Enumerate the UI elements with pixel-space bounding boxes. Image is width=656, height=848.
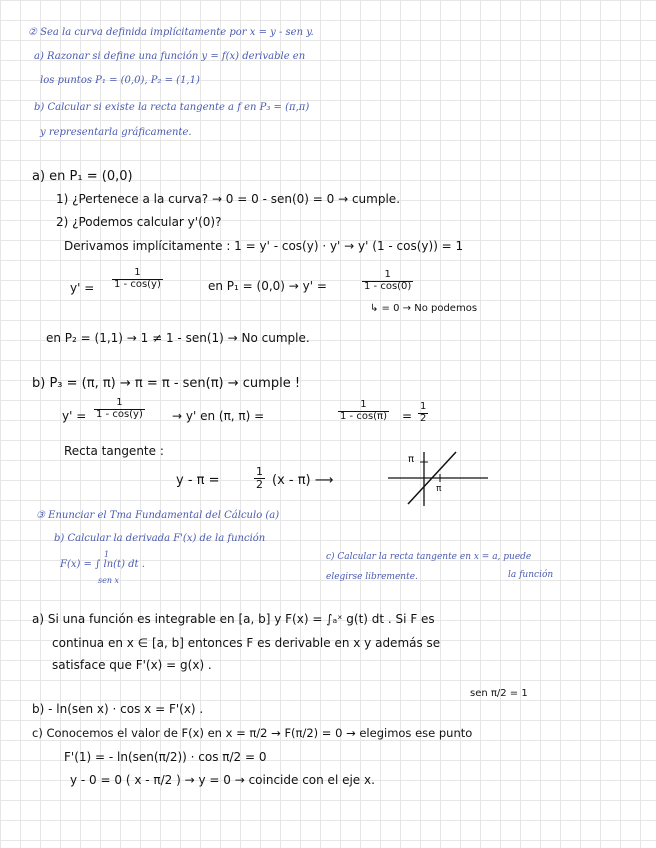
problem2-line-2: a) Razonar si define una función y = f(x) derivable en	[34, 51, 306, 62]
sol2b-tangent-rhs: (x - π) ⟶	[272, 473, 334, 488]
sol2b-yprime-lhs: y' =	[62, 409, 87, 423]
problem3-line-3: F(x) = ∫ ln(t) dt .	[60, 559, 145, 570]
fraction-denominator: 1 - cos(y)	[96, 408, 143, 420]
problem2-line-5: y representarla gráficamente.	[40, 127, 192, 138]
fraction-denominator: 1 - cos(0)	[364, 280, 412, 292]
sol2b-en-pi: → y' en (π, π) =	[172, 409, 265, 423]
sol2a-en-p1: en P₁ = (0,0) → y' =	[208, 279, 327, 293]
sol3-c-line-2: F'(1) = - ln(sen(π/2)) · cos π/2 = 0	[64, 750, 267, 764]
fraction-numerator: 1	[384, 269, 391, 280]
sol2a-yprime-lhs: y' =	[70, 281, 95, 295]
sol2a-no-podemos: ↳ = 0 → No podemos	[370, 303, 478, 314]
sol2b-fraction-result	[418, 402, 428, 424]
sol2a-p2-line: en P₂ = (1,1) → 1 ≠ 1 - sen(1) → No cumple.	[46, 331, 310, 345]
graph-x-label: π	[436, 484, 442, 494]
sol2a-derive: Derivamos implícitamente : 1 = y' - cos(y) · y' → y' (1 - cos(y)) = 1	[64, 239, 464, 253]
sol2b-tangent-slope	[254, 466, 265, 490]
sol2b-fraction-general	[94, 398, 145, 420]
sol3-a-line-3: satisface que F'(x) = g(x) .	[52, 658, 212, 672]
fraction-denominator: 1 - cos(π)	[340, 410, 387, 422]
sol3-note: sen π/2 = 1	[470, 688, 528, 699]
fraction-numerator: 1	[420, 401, 427, 412]
sol2b-tangent-lhs: y - π =	[176, 473, 220, 488]
sol3-b-line: b) - ln(sen x) · cos x = F'(x) .	[32, 702, 204, 716]
fraction-denominator: 1 - cos(y)	[114, 278, 161, 290]
fraction-numerator: 1	[360, 399, 367, 410]
problem3-part-c-1: c) Calcular la recta tangente en x = a, puede	[326, 552, 532, 562]
sol2a-q1: 1) ¿Pertenece a la curva? → 0 = 0 - sen(0) = 0 → cumple.	[56, 192, 401, 206]
sol3-a-line-2: continua en x ∈ [a, b] entonces F es derivable en x y además se	[52, 636, 441, 650]
sol2b-equals: =	[402, 409, 413, 423]
problem3-upper-limit: 1	[104, 550, 110, 559]
fraction-numerator: 1	[134, 267, 141, 278]
sol2a-q2: 2) ¿Podemos calcular y'(0)?	[56, 215, 222, 229]
fraction-denominator: 2	[256, 477, 263, 491]
tangent-line-graph	[380, 448, 490, 508]
problem3-part-c-3: la función	[508, 570, 554, 580]
sol2b-fraction-at-pi	[338, 400, 389, 422]
graph-y-label: π	[408, 454, 415, 465]
fraction-denominator: 2	[420, 412, 427, 424]
sol3-a-line-1: a) Si una función es integrable en [a, b] y F(x) = ∫ₐˣ g(t) dt . Si F es	[32, 612, 435, 626]
sol2b-recta-label: Recta tangente :	[64, 444, 164, 458]
problem3-lower-limit: sen x	[98, 576, 120, 585]
sol2a-heading: a) en P₁ = (0,0)	[32, 169, 133, 184]
problem3-line-2: b) Calcular la derivada F'(x) de la función	[54, 533, 266, 544]
problem3-part-c-2: elegirse libremente.	[326, 572, 418, 582]
sol2a-fraction-general	[112, 268, 163, 290]
fraction-numerator: 1	[116, 397, 123, 408]
sol2a-fraction-at-p1	[362, 270, 413, 292]
problem2-line-3: los puntos P₁ = (0,0), P₂ = (1,1)	[40, 75, 200, 86]
sol2b-p3-line: b) P₃ = (π, π) → π = π - sen(π) → cumple !	[32, 376, 301, 391]
sol3-c-line-1: c) Conocemos el valor de F(x) en x = π/2 → F(π/2) = 0 → elegimos ese punto	[32, 726, 473, 740]
sol3-c-line-3: y - 0 = 0 ( x - π/2 ) → y = 0 → coincide con el eje x.	[70, 773, 375, 787]
problem3-line-1: ③ Enunciar el Tma Fundamental del Cálculo (a)	[36, 510, 280, 521]
problem2-line-4: b) Calcular si existe la recta tangente a f en P₃ = (π,π)	[34, 102, 310, 113]
problem2-line-1: ② Sea la curva definida implícitamente por x = y - sen y.	[28, 27, 314, 38]
fraction-numerator: 1	[256, 465, 263, 478]
